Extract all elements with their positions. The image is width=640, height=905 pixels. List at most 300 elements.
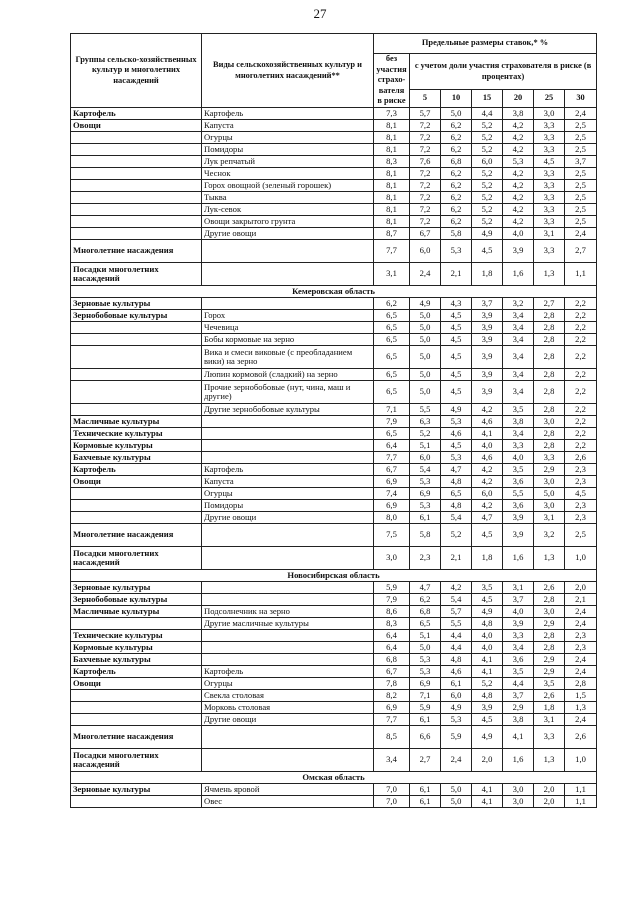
rate-share-cell: 2,6	[534, 690, 565, 702]
rate-share-cell: 3,0	[503, 796, 534, 808]
crop-kind-cell: Свекла столовая	[202, 690, 374, 702]
rate-share-cell: 4,5	[565, 488, 597, 500]
rate-share-cell: 2,9	[534, 618, 565, 630]
crop-group-cell: Овощи	[71, 678, 202, 690]
rate-share-cell: 2,8	[534, 346, 565, 369]
rate-share-cell: 5,2	[472, 132, 503, 144]
rate-share-cell: 2,5	[565, 524, 597, 547]
rate-share-cell: 4,2	[503, 120, 534, 132]
crop-group-cell	[71, 168, 202, 180]
rate-share-cell: 5,2	[410, 428, 441, 440]
rate-share-cell: 1,8	[472, 547, 503, 570]
rate-share-cell: 4,0	[503, 606, 534, 618]
rate-share-cell: 2,5	[565, 216, 597, 228]
rate-share-cell: 6,1	[410, 796, 441, 808]
rate-share-cell: 5,8	[410, 524, 441, 547]
rate-share-cell: 5,3	[441, 416, 472, 428]
crop-kind-cell	[202, 726, 374, 749]
rate-share-cell: 5,1	[410, 440, 441, 452]
rate-share-cell: 5,3	[410, 500, 441, 512]
rate-share-cell: 4,8	[472, 690, 503, 702]
table-row	[71, 428, 597, 440]
rate-no-share-cell: 3,4	[374, 749, 410, 772]
crop-group-cell: Овощи	[71, 476, 202, 488]
rate-share-cell: 4,8	[472, 618, 503, 630]
rate-share-cell: 7,2	[410, 144, 441, 156]
crop-group-cell: Зернобобовые культуры	[71, 310, 202, 322]
table-row	[71, 144, 597, 156]
rate-share-cell: 5,2	[441, 524, 472, 547]
rate-share-cell: 5,0	[410, 334, 441, 346]
rate-share-cell: 3,4	[503, 310, 534, 322]
rate-share-cell: 6,2	[441, 216, 472, 228]
rate-share-cell: 3,0	[534, 108, 565, 120]
rate-share-cell: 6,9	[410, 488, 441, 500]
header-pct: 5	[410, 90, 441, 108]
crop-kind-cell	[202, 440, 374, 452]
table-row	[71, 500, 597, 512]
table-row	[71, 630, 597, 642]
rate-share-cell: 3,0	[534, 606, 565, 618]
rate-share-cell: 2,1	[441, 263, 472, 286]
crop-kind-cell: Прочие зернобобовые (нут, чина, маш и другие)	[202, 381, 374, 404]
crop-group-cell	[71, 334, 202, 346]
rate-share-cell: 3,9	[472, 702, 503, 714]
table-row	[71, 654, 597, 666]
crop-kind-cell: Ячмень яровой	[202, 784, 374, 796]
crop-group-cell	[71, 204, 202, 216]
crop-group-cell	[71, 512, 202, 524]
rate-share-cell: 2,5	[565, 192, 597, 204]
rate-share-cell: 2,7	[410, 749, 441, 772]
rate-share-cell: 4,0	[503, 228, 534, 240]
table-row	[71, 714, 597, 726]
rate-share-cell: 6,1	[410, 784, 441, 796]
rate-share-cell: 3,5	[503, 464, 534, 476]
rate-share-cell: 2,8	[534, 594, 565, 606]
crop-group-cell	[71, 488, 202, 500]
rate-share-cell: 5,4	[410, 464, 441, 476]
rate-share-cell: 3,1	[503, 582, 534, 594]
crop-kind-cell: Другие масличные культуры	[202, 618, 374, 630]
crop-group-cell: Масличные культуры	[71, 606, 202, 618]
rate-share-cell: 4,2	[503, 204, 534, 216]
rate-share-cell: 4,9	[472, 726, 503, 749]
rate-share-cell: 4,0	[472, 642, 503, 654]
crop-kind-cell: Помидоры	[202, 500, 374, 512]
rate-share-cell: 4,4	[503, 678, 534, 690]
rate-no-share-cell: 7,7	[374, 452, 410, 464]
rate-share-cell: 3,3	[534, 726, 565, 749]
table-row	[71, 132, 597, 144]
rate-share-cell: 4,2	[472, 464, 503, 476]
rate-share-cell: 6,0	[410, 452, 441, 464]
table-row	[71, 156, 597, 168]
rate-share-cell: 5,3	[410, 666, 441, 678]
rate-no-share-cell: 8,5	[374, 726, 410, 749]
rate-share-cell: 2,0	[565, 582, 597, 594]
table-row	[71, 749, 597, 772]
rate-share-cell: 3,3	[534, 120, 565, 132]
table-row	[71, 702, 597, 714]
rate-share-cell: 2,5	[565, 120, 597, 132]
rate-share-cell: 1,0	[565, 547, 597, 570]
header-pct: 25	[534, 90, 565, 108]
crop-kind-cell	[202, 642, 374, 654]
rate-share-cell: 2,9	[503, 702, 534, 714]
rate-share-cell: 4,2	[503, 168, 534, 180]
rate-no-share-cell: 6,4	[374, 440, 410, 452]
rate-share-cell: 3,9	[503, 240, 534, 263]
rate-no-share-cell: 8,1	[374, 168, 410, 180]
crop-kind-cell: Картофель	[202, 666, 374, 678]
region-title: Омская область	[71, 772, 597, 784]
rate-share-cell: 5,9	[410, 702, 441, 714]
rate-no-share-cell: 8,0	[374, 512, 410, 524]
rate-share-cell: 5,3	[503, 156, 534, 168]
crop-group-cell: Посадки многолетних насаждений	[71, 547, 202, 570]
rate-share-cell: 3,0	[534, 476, 565, 488]
rate-share-cell: 4,2	[503, 144, 534, 156]
crop-group-cell: Посадки многолетних насаждений	[71, 749, 202, 772]
crop-kind-cell: Огурцы	[202, 678, 374, 690]
rate-share-cell: 5,2	[472, 180, 503, 192]
rate-share-cell: 2,2	[565, 416, 597, 428]
rate-share-cell: 4,5	[472, 594, 503, 606]
table-row	[71, 690, 597, 702]
rate-share-cell: 2,2	[565, 440, 597, 452]
rate-share-cell: 3,9	[472, 310, 503, 322]
rate-share-cell: 4,2	[472, 500, 503, 512]
table-row	[71, 678, 597, 690]
rate-share-cell: 5,0	[410, 381, 441, 404]
rate-share-cell: 4,8	[441, 654, 472, 666]
rate-share-cell: 2,8	[534, 381, 565, 404]
rate-share-cell: 4,1	[472, 666, 503, 678]
rate-no-share-cell: 3,1	[374, 263, 410, 286]
rate-share-cell: 2,5	[565, 180, 597, 192]
rate-share-cell: 2,6	[565, 726, 597, 749]
rate-no-share-cell: 6,5	[374, 310, 410, 322]
rate-no-share-cell: 6,9	[374, 476, 410, 488]
crop-kind-cell: Другие овощи	[202, 228, 374, 240]
rate-share-cell: 4,7	[441, 464, 472, 476]
rate-share-cell: 4,0	[503, 452, 534, 464]
rate-share-cell: 2,9	[534, 666, 565, 678]
table-row	[71, 240, 597, 263]
header-pct: 30	[565, 90, 597, 108]
crop-kind-cell: Вика и смеси виковые (с преобладанием вики) на зерно	[202, 346, 374, 369]
rate-share-cell: 4,0	[472, 440, 503, 452]
rate-share-cell: 2,9	[534, 654, 565, 666]
rate-share-cell: 5,2	[472, 192, 503, 204]
rate-share-cell: 5,2	[472, 120, 503, 132]
crop-kind-cell	[202, 263, 374, 286]
rate-share-cell: 6,5	[410, 618, 441, 630]
rate-no-share-cell: 8,3	[374, 156, 410, 168]
rate-share-cell: 5,2	[472, 144, 503, 156]
rate-share-cell: 7,2	[410, 204, 441, 216]
rate-share-cell: 5,0	[410, 322, 441, 334]
table-row	[71, 796, 597, 808]
rate-share-cell: 5,3	[441, 452, 472, 464]
rate-share-cell: 4,2	[503, 180, 534, 192]
crop-kind-cell: Горох овощной (зеленый горошек)	[202, 180, 374, 192]
rate-no-share-cell: 8,2	[374, 690, 410, 702]
rate-share-cell: 5,2	[472, 168, 503, 180]
rate-share-cell: 4,9	[472, 606, 503, 618]
rate-no-share-cell: 8,7	[374, 228, 410, 240]
rate-share-cell: 7,2	[410, 180, 441, 192]
rate-share-cell: 2,2	[565, 298, 597, 310]
rate-no-share-cell: 7,7	[374, 240, 410, 263]
rate-no-share-cell: 6,4	[374, 630, 410, 642]
crop-kind-cell: Лук репчатый	[202, 156, 374, 168]
rate-no-share-cell: 6,5	[374, 369, 410, 381]
rate-share-cell: 6,2	[441, 192, 472, 204]
rate-share-cell: 3,9	[472, 334, 503, 346]
rate-share-cell: 6,2	[441, 120, 472, 132]
rate-share-cell: 4,0	[472, 630, 503, 642]
rate-share-cell: 4,8	[441, 476, 472, 488]
rate-share-cell: 6,9	[410, 678, 441, 690]
crop-kind-cell: Другие овощи	[202, 714, 374, 726]
rate-share-cell: 2,4	[565, 714, 597, 726]
rate-share-cell: 4,5	[534, 156, 565, 168]
rate-share-cell: 1,6	[503, 547, 534, 570]
rate-share-cell: 3,9	[472, 381, 503, 404]
rate-share-cell: 5,2	[472, 678, 503, 690]
crop-group-cell	[71, 500, 202, 512]
rate-share-cell: 4,1	[472, 796, 503, 808]
crop-kind-cell: Другие овощи	[202, 512, 374, 524]
rate-share-cell: 3,9	[503, 618, 534, 630]
rate-share-cell: 2,8	[534, 404, 565, 416]
table-row	[71, 310, 597, 322]
crop-group-cell: Многолетние насаждения	[71, 240, 202, 263]
rate-share-cell: 6,0	[472, 156, 503, 168]
rate-share-cell: 3,9	[472, 346, 503, 369]
crop-kind-cell: Картофель	[202, 464, 374, 476]
rate-no-share-cell: 8,1	[374, 132, 410, 144]
rate-share-cell: 4,7	[472, 512, 503, 524]
crop-group-cell	[71, 690, 202, 702]
rate-share-cell: 2,5	[565, 132, 597, 144]
rate-share-cell: 4,5	[441, 322, 472, 334]
crop-kind-cell: Овес	[202, 796, 374, 808]
crop-group-cell	[71, 132, 202, 144]
crop-group-cell: Овощи	[71, 120, 202, 132]
rate-share-cell: 6,2	[410, 594, 441, 606]
rate-share-cell: 2,8	[534, 630, 565, 642]
rate-share-cell: 2,1	[441, 547, 472, 570]
crop-group-cell: Картофель	[71, 108, 202, 120]
rate-share-cell: 5,0	[441, 784, 472, 796]
rate-share-cell: 4,8	[441, 500, 472, 512]
rate-share-cell: 3,7	[503, 594, 534, 606]
crop-kind-cell	[202, 524, 374, 547]
rate-share-cell: 4,5	[441, 310, 472, 322]
crop-kind-cell: Чечевица	[202, 322, 374, 334]
rate-share-cell: 2,8	[534, 642, 565, 654]
rate-share-cell: 5,0	[441, 108, 472, 120]
rate-no-share-cell: 8,1	[374, 216, 410, 228]
rate-share-cell: 4,5	[472, 524, 503, 547]
header-group: Группы сельско-хозяйственных культур и многолетних насаждений	[71, 34, 202, 108]
crop-group-cell: Посадки многолетних насаждений	[71, 263, 202, 286]
rate-share-cell: 1,1	[565, 784, 597, 796]
rate-share-cell: 6,1	[410, 512, 441, 524]
rate-share-cell: 2,2	[565, 369, 597, 381]
rate-share-cell: 4,5	[441, 346, 472, 369]
rate-share-cell: 3,5	[503, 666, 534, 678]
rate-share-cell: 1,6	[503, 263, 534, 286]
rate-share-cell: 2,3	[565, 500, 597, 512]
rate-no-share-cell: 8,1	[374, 120, 410, 132]
rate-share-cell: 2,4	[565, 654, 597, 666]
header-kind: Виды сельскохозяйственных культур и многолетних насаждений**	[202, 34, 374, 108]
crop-kind-cell	[202, 547, 374, 570]
rate-share-cell: 3,1	[534, 228, 565, 240]
rate-no-share-cell: 7,0	[374, 796, 410, 808]
rate-share-cell: 2,8	[534, 369, 565, 381]
table-row	[71, 192, 597, 204]
rate-share-cell: 1,3	[534, 263, 565, 286]
rate-share-cell: 2,8	[534, 310, 565, 322]
header-pct: 20	[503, 90, 534, 108]
crop-kind-cell: Подсолнечник на зерно	[202, 606, 374, 618]
header-pct: 15	[472, 90, 503, 108]
rate-share-cell: 1,3	[565, 702, 597, 714]
rate-share-cell: 4,2	[441, 582, 472, 594]
rate-share-cell: 2,8	[534, 322, 565, 334]
rate-share-cell: 5,9	[441, 726, 472, 749]
crop-group-cell: Зерновые культуры	[71, 298, 202, 310]
crop-group-cell: Зернобобовые культуры	[71, 594, 202, 606]
rate-share-cell: 4,1	[503, 726, 534, 749]
header-share: с учетом доли участия страхователя в риске (в процентах)	[410, 54, 597, 90]
crop-kind-cell: Морковь столовая	[202, 702, 374, 714]
rate-share-cell: 3,0	[534, 416, 565, 428]
rate-share-cell: 5,7	[410, 108, 441, 120]
table-row	[71, 180, 597, 192]
rate-share-cell: 6,2	[441, 180, 472, 192]
rate-share-cell: 1,3	[534, 749, 565, 772]
crop-kind-cell: Помидоры	[202, 144, 374, 156]
rate-share-cell: 4,2	[472, 404, 503, 416]
table-row	[71, 464, 597, 476]
crop-group-cell: Бахчевые культуры	[71, 654, 202, 666]
table-row	[71, 298, 597, 310]
crop-kind-cell: Картофель	[202, 108, 374, 120]
crop-group-cell	[71, 714, 202, 726]
rate-share-cell: 1,8	[534, 702, 565, 714]
rate-share-cell: 2,0	[472, 749, 503, 772]
rate-no-share-cell: 7,9	[374, 594, 410, 606]
rate-share-cell: 5,0	[410, 642, 441, 654]
crop-kind-cell: Овощи закрытого грунта	[202, 216, 374, 228]
rate-share-cell: 3,5	[503, 404, 534, 416]
header-rates: Предельные размеры ставок,* %	[374, 34, 597, 54]
crop-kind-cell	[202, 416, 374, 428]
rate-share-cell: 2,5	[565, 144, 597, 156]
rate-share-cell: 4,5	[441, 334, 472, 346]
region-title: Новосибирская область	[71, 570, 597, 582]
table-row	[71, 784, 597, 796]
rate-share-cell: 5,0	[410, 310, 441, 322]
rate-share-cell: 4,2	[503, 216, 534, 228]
rate-share-cell: 6,8	[410, 606, 441, 618]
table-row	[71, 440, 597, 452]
rate-share-cell: 2,8	[534, 440, 565, 452]
rate-share-cell: 2,7	[534, 298, 565, 310]
table-row	[71, 346, 597, 369]
table-row	[71, 334, 597, 346]
rate-share-cell: 7,2	[410, 216, 441, 228]
rate-share-cell: 2,4	[565, 108, 597, 120]
rate-share-cell: 2,0	[534, 796, 565, 808]
rate-no-share-cell: 6,9	[374, 500, 410, 512]
rate-share-cell: 7,2	[410, 132, 441, 144]
rate-share-cell: 3,3	[503, 440, 534, 452]
rate-share-cell: 3,3	[534, 132, 565, 144]
table-row	[71, 547, 597, 570]
rate-share-cell: 3,3	[534, 216, 565, 228]
rate-share-cell: 2,4	[441, 749, 472, 772]
rate-share-cell: 1,3	[534, 547, 565, 570]
rate-share-cell: 3,4	[503, 346, 534, 369]
rate-share-cell: 5,4	[441, 594, 472, 606]
rate-share-cell: 2,3	[565, 464, 597, 476]
crop-group-cell	[71, 404, 202, 416]
rate-share-cell: 3,6	[503, 654, 534, 666]
rate-share-cell: 3,3	[534, 204, 565, 216]
rate-share-cell: 1,8	[472, 263, 503, 286]
crop-group-cell	[71, 192, 202, 204]
rate-share-cell: 4,2	[472, 476, 503, 488]
table-row	[71, 228, 597, 240]
table-body	[71, 108, 597, 808]
rate-share-cell: 3,0	[503, 784, 534, 796]
crop-group-cell	[71, 702, 202, 714]
crop-group-cell: Бахчевые культуры	[71, 452, 202, 464]
rate-share-cell: 2,8	[534, 334, 565, 346]
rate-no-share-cell: 6,5	[374, 428, 410, 440]
crop-group-cell	[71, 796, 202, 808]
crop-kind-cell	[202, 594, 374, 606]
rate-share-cell: 2,5	[565, 204, 597, 216]
table-row	[71, 263, 597, 286]
region-row	[71, 570, 597, 582]
crop-group-cell	[71, 180, 202, 192]
table-row	[71, 582, 597, 594]
crop-kind-cell: Тыква	[202, 192, 374, 204]
table-row	[71, 512, 597, 524]
rate-share-cell: 4,5	[441, 369, 472, 381]
rate-no-share-cell: 7,3	[374, 108, 410, 120]
rate-no-share-cell: 8,3	[374, 618, 410, 630]
rate-no-share-cell: 8,1	[374, 204, 410, 216]
rate-share-cell: 6,6	[410, 726, 441, 749]
header-pct: 10	[441, 90, 472, 108]
rate-share-cell: 2,3	[565, 476, 597, 488]
rate-share-cell: 3,4	[503, 369, 534, 381]
rate-share-cell: 2,4	[410, 263, 441, 286]
rate-share-cell: 4,6	[441, 666, 472, 678]
rate-share-cell: 2,5	[565, 168, 597, 180]
table-row	[71, 381, 597, 404]
table-row	[71, 666, 597, 678]
